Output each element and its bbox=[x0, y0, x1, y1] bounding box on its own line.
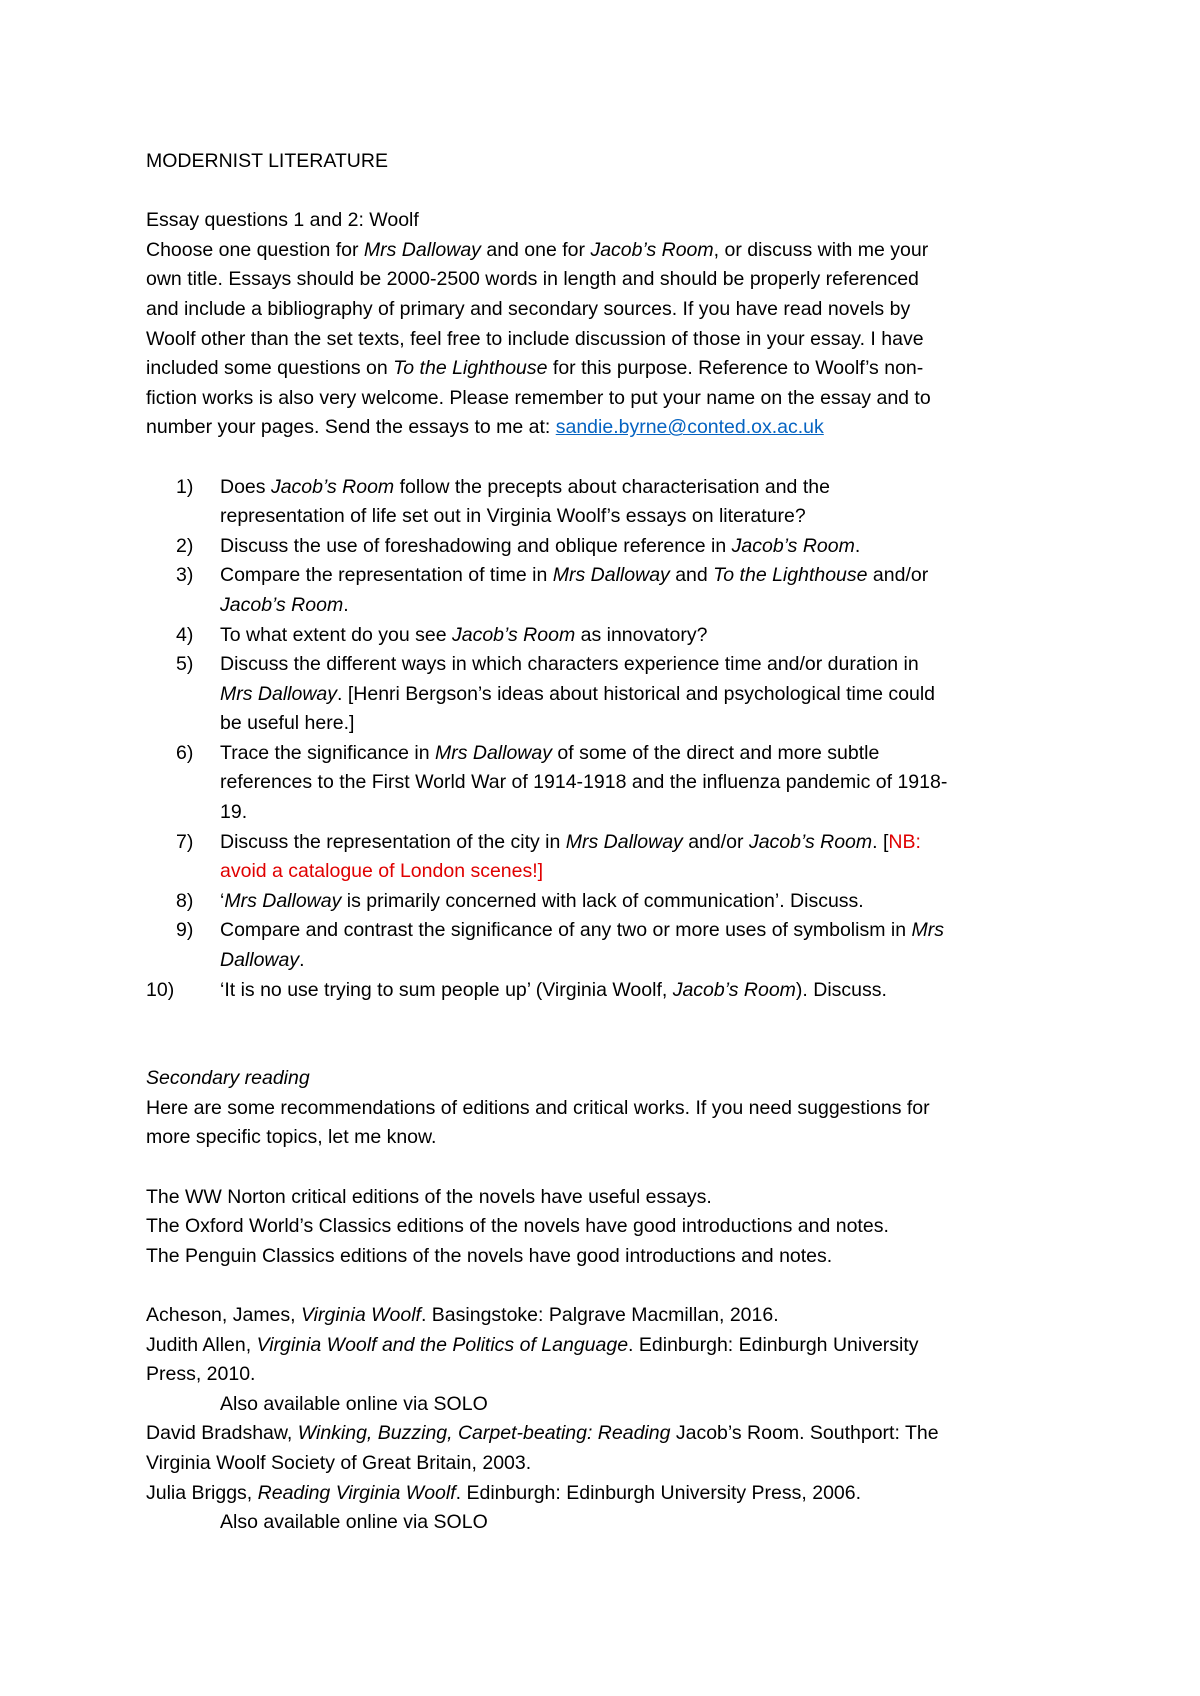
intro-line-6: fiction works is also very welcome. Please remember to put your name on the essay and to bbox=[146, 386, 931, 409]
secondary-intro-2: more specific topics, let me know. bbox=[146, 1126, 437, 1149]
email-link[interactable]: sandie.byrne@conted.ox.ac.uk bbox=[555, 416, 824, 439]
document-body bbox=[146, 147, 1076, 1538]
intro-line-3: and include a bibliography of primary and secondary sources. If you have read novels by bbox=[146, 297, 911, 320]
edition-norton: The WW Norton critical editions of the novels have useful essays. bbox=[146, 1185, 712, 1208]
question-list bbox=[146, 473, 1076, 1006]
intro-line-2: own title. Essays should be 2000-2500 words in length and should be properly referenced bbox=[146, 268, 919, 291]
edition-oxford: The Oxford World’s Classics editions of the novels have good introductions and notes. bbox=[146, 1215, 889, 1238]
document-title: MODERNIST LITERATURE bbox=[146, 150, 388, 172]
secondary-intro-1: Here are some recommendations of editions and critical works. If you need suggestions for bbox=[146, 1096, 930, 1119]
bib-entry-allen: Judith Allen, Virginia Woolf and the Politics of Language. Edinburgh: Edinburgh University bbox=[146, 1333, 919, 1356]
edition-penguin: The Penguin Classics editions of the novels have good introductions and notes. bbox=[146, 1244, 833, 1267]
question-item: 6) Trace the significance in Mrs Dalloway of some of the direct and more subtle references to the First World War of 1914-1918 and the influenza pandemic of 1918- 19. bbox=[176, 741, 948, 824]
question-item: 7) Discuss the representation of the city in Mrs Dalloway and/or Jacob’s Room. [NB: avoid a catalogue of London scenes!] bbox=[176, 830, 921, 883]
question-item: 5) Discuss the different ways in which characters experience time and/or duration in Mrs Dalloway. [Henri Bergson’s ideas about historical and psychological time could be useful here.] bbox=[176, 653, 935, 735]
bib-entry-bradshaw: David Bradshaw, Winking, Buzzing, Carpet-beating: Reading Jacob’s Room. Southport: The bbox=[146, 1422, 939, 1445]
question-item: 10) ‘It is no use trying to sum people up’ (Virginia Woolf, Jacob’s Room). Discuss. bbox=[146, 978, 887, 1001]
question-item: 2) Discuss the use of foreshadowing and oblique reference in Jacob’s Room. bbox=[176, 534, 861, 557]
intro-line-1: Choose one question for Mrs Dalloway and one for Jacob’s Room, or discuss with me your bbox=[146, 238, 929, 261]
intro-line-5: included some questions on To the Lighthouse for this purpose. Reference to Woolf’s non- bbox=[146, 357, 924, 380]
question-item: 1) Does Jacob’s Room follow the precepts about characterisation and the representation of life set out in Virginia Woolf’s essays on literature? bbox=[176, 475, 830, 528]
bib-entry-briggs: Julia Briggs, Reading Virginia Woolf. Edinburgh: Edinburgh University Press, 2006. bbox=[146, 1481, 862, 1504]
question-item: 9) Compare and contrast the significance of any two or more uses of symbolism in Mrs Dalloway. bbox=[176, 919, 944, 972]
question-item: 4) To what extent do you see Jacob’s Room as innovatory? bbox=[176, 623, 708, 646]
question-item: 3) Compare the representation of time in Mrs Dalloway and To the Lighthouse and/or Jacob’s Room. bbox=[176, 564, 929, 616]
bib-note-solo: Also available online via SOLO bbox=[220, 1511, 488, 1534]
essay-subheading: Essay questions 1 and 2: Woolf bbox=[146, 209, 419, 232]
bib-note-solo: Also available online via SOLO bbox=[220, 1392, 488, 1415]
bib-entry-acheson: Acheson, James, Virginia Woolf. Basingstoke: Palgrave Macmillan, 2016. bbox=[146, 1303, 779, 1326]
intro-line-4: Woolf other than the set texts, feel free to include discussion of those in your essay. I have bbox=[146, 327, 924, 350]
intro-line-7: number your pages. Send the essays to me at: sandie.byrne@conted.ox.ac.uk bbox=[146, 416, 824, 439]
secondary-heading: Secondary reading bbox=[146, 1067, 310, 1090]
bib-entry-allen-cont: Press, 2010. bbox=[146, 1363, 256, 1386]
bib-entry-bradshaw-cont: Virginia Woolf Society of Great Britain, 2003. bbox=[146, 1451, 532, 1474]
question-item: 8) ‘Mrs Dalloway is primarily concerned with lack of communication’. Discuss. bbox=[176, 889, 864, 912]
